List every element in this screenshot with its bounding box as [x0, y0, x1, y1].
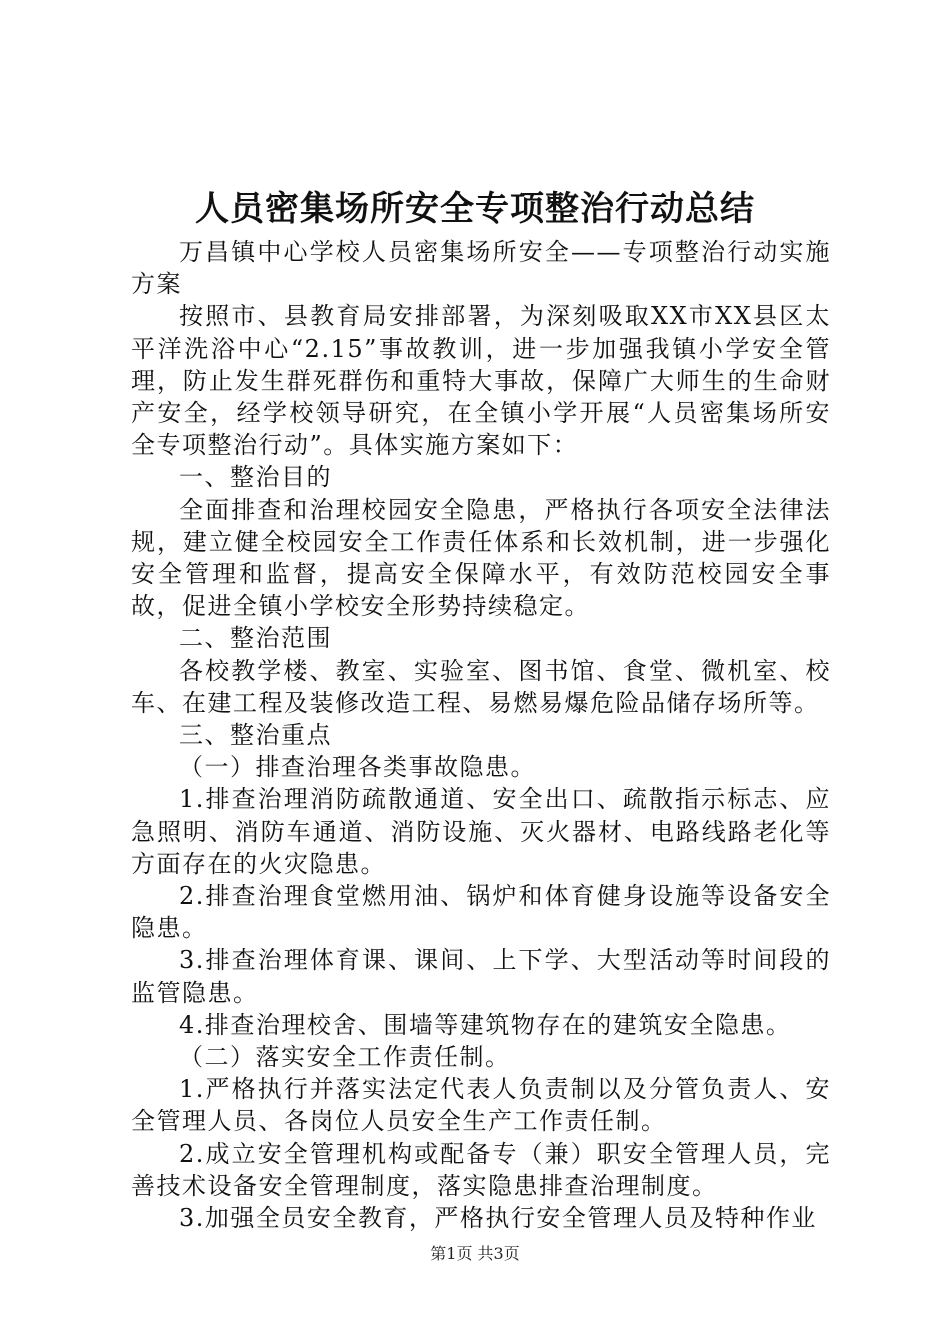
list-item: 1.严格执行并落实法定代表人负责制以及分管负责人、安全管理人员、各岗位人员安全生产工作责任制。: [131, 1075, 831, 1136]
section-heading: 二、整治范围: [179, 624, 332, 653]
list-item: 2.成立安全管理机构或配备专（兼）职安全管理人员，完善技术设备安全管理制度，落实隐患排查治理制度。: [131, 1139, 831, 1200]
list-item: 3.排查治理体育课、课间、上下学、大型活动等时间段的监管隐患。: [131, 946, 831, 1007]
page-number-footer: 第1页 共3页: [430, 1244, 520, 1263]
paragraph: 万昌镇中心学校人员密集场所安全——专项整治行动实施方案: [131, 238, 831, 299]
section-heading: 三、整治重点: [179, 721, 332, 750]
subsection-heading: （二）落实安全工作责任制。: [179, 1043, 511, 1072]
document-body: [131, 236, 831, 1234]
section-heading: 一、整治目的: [179, 463, 332, 492]
paragraph: 各校教学楼、教室、实验室、图书馆、食堂、微机室、校车、在建工程及装修改造工程、易燃易爆危险品储存场所等。: [131, 656, 831, 717]
list-item: 4.排查治理校舍、围墙等建筑物存在的建筑安全隐患。: [179, 1010, 792, 1039]
document-title: 人员密集场所安全专项整治行动总结: [195, 189, 755, 229]
paragraph: 按照市、县教育局安排部署，为深刻吸取XX市XX县区太平洋洗浴中心“2.15”事故教训，进一步加强我镇小学安全管理，防止发生群死群伤和重特大事故，保障广大师生的生命财产安全，经学校领导研究，在全镇小学开展“人员密集场所安全专项整治行动”。具体实施方案如下：: [131, 302, 831, 460]
list-item: 2.排查治理食堂燃用油、锅炉和体育健身设施等设备安全隐患。: [131, 882, 831, 943]
paragraph: 全面排查和治理校园安全隐患，严格执行各项安全法律法规，建立健全校园安全工作责任体系和长效机制，进一步强化安全管理和监督，提高安全保障水平，有效防范校园安全事故，促进全镇小学校安全形势持续稳定。: [131, 495, 831, 621]
list-item: 3.加强全员安全教育，严格执行安全管理人员及特种作业: [179, 1204, 817, 1233]
subsection-heading: （一）排查治理各类事故隐患。: [179, 753, 536, 782]
list-item: 1.排查治理消防疏散通道、安全出口、疏散指示标志、应急照明、消防车通道、消防设施、灭火器材、电路线路老化等方面存在的火灾隐患。: [131, 785, 831, 878]
